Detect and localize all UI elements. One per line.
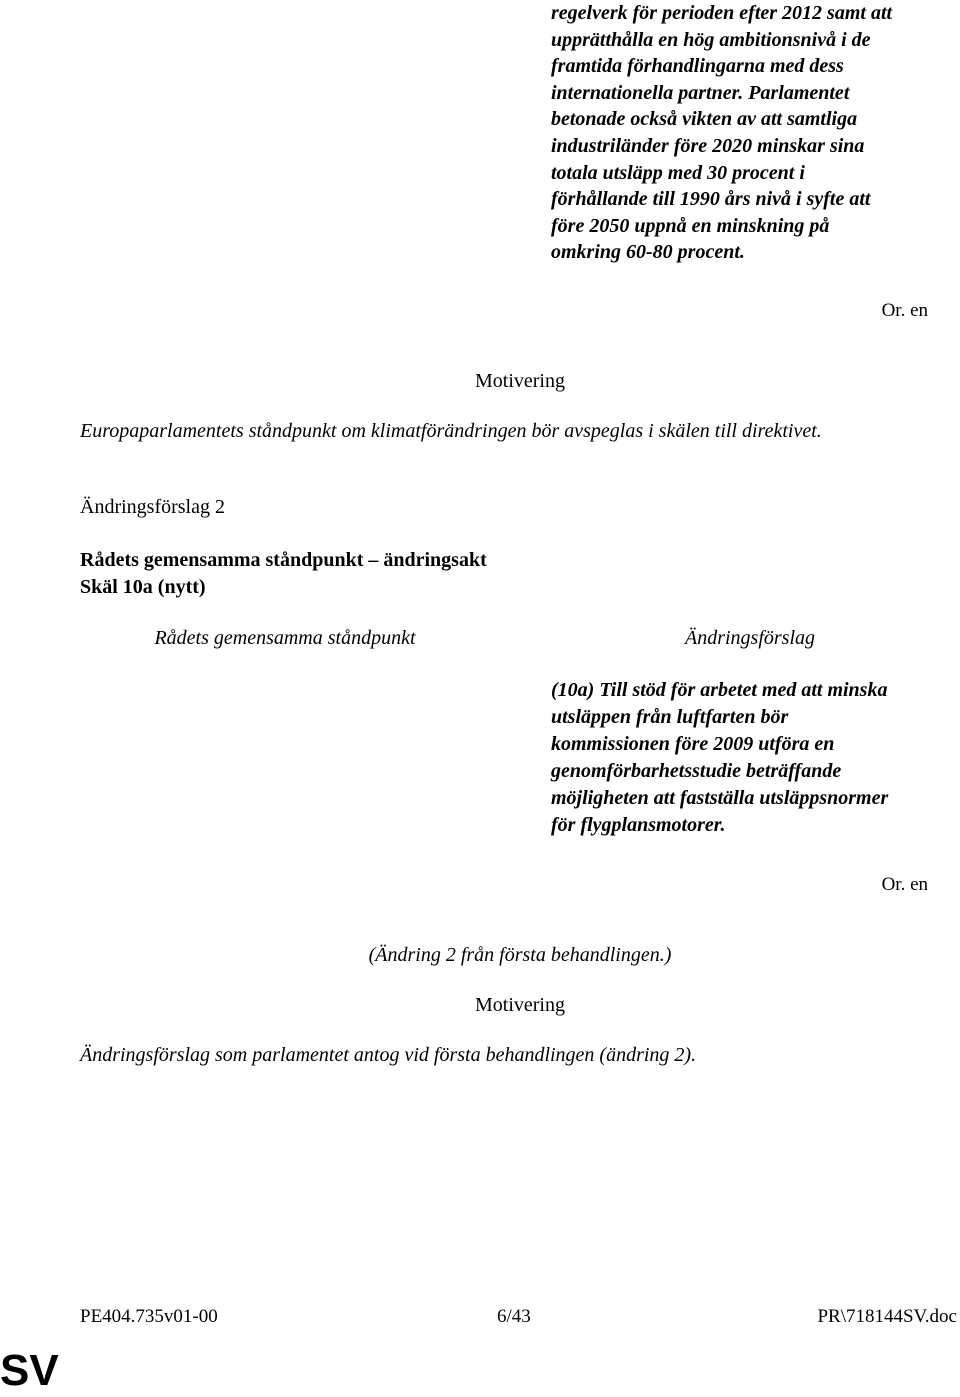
reference-note: (Ändring 2 från första behandlingen.): [368, 944, 672, 966]
footer-page-number: 6/43: [497, 1306, 531, 1327]
text-line: framtida förhandlingarna med dess: [551, 55, 844, 78]
amendment-1-text-continuation: [551, 0, 951, 266]
original-language-label: Or. en: [881, 300, 928, 321]
amendment-title: Ändringsförslag 2: [80, 496, 225, 518]
footer-doc-ref: PE404.735v01-00: [80, 1306, 218, 1327]
column-header-amendment: Ändringsförslag: [684, 627, 816, 649]
text-line: upprätthålla en hög ambitionsnivå i de: [551, 28, 871, 51]
justification-text: Europaparlamentets ståndpunkt om klimatförändringen bör avspeglas i skälen till direktivet.: [80, 420, 822, 442]
original-language-label: Or. en: [881, 874, 928, 895]
text-line: för flygplansmotorer.: [551, 814, 726, 836]
text-line: (10a) Till stöd för arbetet med att minska: [551, 679, 888, 701]
footer-file-ref: PR\718144SV.doc: [817, 1306, 957, 1327]
text-line: betonade också vikten av att samtliga: [551, 108, 858, 131]
text-line: omkring 60-80 procent.: [551, 241, 745, 264]
text-line: möjligheten att fastställa utsläppsnormer: [551, 787, 889, 809]
text-line: förhållande till 1990 års nivå i syfte att: [551, 188, 871, 211]
text-line: utsläppen från luftfarten bör: [551, 706, 789, 728]
text-line: före 2050 uppnå en minskning på: [551, 214, 830, 237]
text-line: industriländer före 2020 minskar sina: [551, 134, 865, 157]
text-line: kommissionen före 2009 utföra en: [551, 733, 835, 755]
amendment-recital: Skäl 10a (nytt): [80, 576, 206, 598]
text-line: totala utsläpp med 30 procent i: [551, 161, 805, 184]
amendment-2-text: [551, 677, 951, 839]
language-code: SV: [0, 1346, 59, 1395]
column-header-council-position: Rådets gemensamma ståndpunkt: [154, 627, 416, 649]
text-line: internationella partner. Parlamentet: [551, 81, 850, 104]
text-line: regelverk för perioden efter 2012 samt att: [551, 2, 893, 24]
justification-heading: Motivering: [475, 994, 565, 1016]
justification-text: Ändringsförslag som parlamentet antog vid första behandlingen (ändring 2).: [80, 1044, 697, 1066]
justification-heading: Motivering: [475, 370, 565, 392]
text-line: genomförbarhetsstudie beträffande: [551, 760, 842, 782]
amendment-source: Rådets gemensamma ståndpunkt – ändringsakt: [80, 549, 487, 571]
